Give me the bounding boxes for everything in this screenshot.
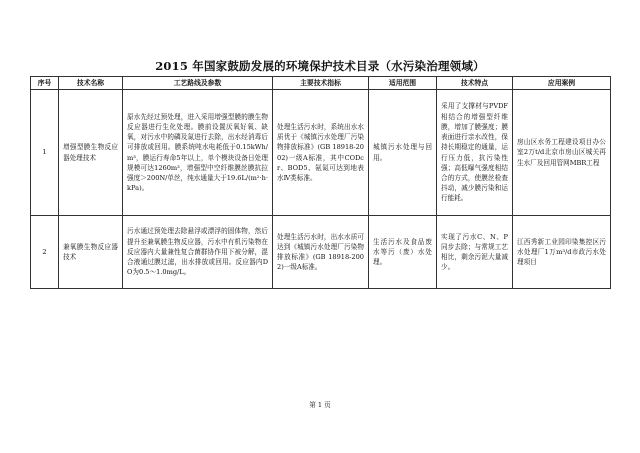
cell-indicators-text: 处理生活污水时，出水水质可达到《城镇污水处理厂污染物排放标准》(GB 18918-2002)一级A标准。	[277, 232, 364, 272]
table-header-row	[31, 77, 611, 90]
header-process: 工艺路线及参数	[123, 77, 273, 90]
cell-name-text: 兼氧膜生物反应器技术	[63, 242, 118, 261]
cell-no: 2	[31, 216, 59, 289]
header-features: 技术特点	[437, 77, 513, 90]
cell-features-text: 实现了污水C、N、P同步去除；与常规工艺相比，剩余污泥大量减少。	[441, 232, 508, 272]
cell-name	[59, 216, 123, 289]
cell-features	[437, 216, 513, 289]
cell-cases	[513, 90, 611, 216]
header-scope: 适用范围	[369, 77, 437, 90]
cell-process-text: 原水先经过预处理，进入采用增强型膜的膜生物反应器进行生化处理。膜前设置厌氧好氧、缺氧，对污水中的磷及氮进行去除，出水经消毒后可排放或回用。膜系统吨水电耗低于0.15kWh/m³，膜运行寿命5年以上，单个模块设备日处理规模可达1260m³，增强型中空纤维膜丝膜抗拉强度＞200N/单丝，纯水通量大于19.6L/(m²·h·kPa)。	[127, 112, 268, 193]
cell-cases-text: 房山区水务工程建设项目办公室2万t/d北京市房山区城关再生水厂及回用管网MBR工程	[517, 138, 606, 167]
document-title: 2015 年国家鼓励发展的环境保护技术目录（水污染治理领域）	[155, 59, 485, 73]
technology-table	[30, 76, 611, 289]
table-row	[31, 90, 611, 216]
cell-process-text: 污水通过预处理去除悬浮或漂浮的固体物，然后提升至兼氧膜生物反应器，污水中有机污染物在反应器内大量兼性复合菌群协作用下被分解，混合液通过膜过滤，出水排放或回用。反应器内DO为0.5～1.0mg/L。	[127, 227, 268, 277]
page-number: 第 1 页	[309, 401, 331, 409]
cell-cases-text: 江西秀新工业园印染集控区污水处理厂1万m³/d市政污水处理项目	[517, 237, 606, 267]
cell-indicators	[273, 90, 369, 216]
table-row	[31, 216, 611, 289]
cell-scope	[369, 90, 437, 216]
cell-indicators-text: 处理生活污水时，系统出水水质优于《城镇污水处理厂污染物排放标准》(GB 18918-2002)一级A标准，其中CODcr、BOD5、氨氮可达到地表水Ⅳ类标准。	[277, 122, 364, 182]
cell-name-text: 增强型膜生物反应器处理技术	[63, 143, 118, 162]
cell-scope	[369, 216, 437, 289]
cell-features	[437, 90, 513, 216]
cell-features-text: 采用了支撑材与PVDF相结合的增强型纤维膜，增加了膜强度；膜表面进行亲水改性，保持长期稳定的通量，运行压力低，抗污染性强；高低曝气强度相结合的方式，使膜丝检查抖动，减少膜污染和运行能耗。	[441, 102, 508, 203]
cell-indicators	[273, 216, 369, 289]
header-indicators: 主要技术指标	[273, 77, 369, 90]
header-name: 技术名称	[59, 77, 123, 90]
cell-cases	[513, 216, 611, 289]
cell-process	[123, 216, 273, 289]
cell-process	[123, 90, 273, 216]
header-cases: 应用案例	[513, 77, 611, 90]
header-no: 序号	[31, 77, 59, 90]
cell-scope-text: 生活污水及食品废水等污（废）水处理。	[373, 237, 432, 267]
cell-scope-text: 城镇污水处理与回用。	[373, 143, 432, 162]
cell-name	[59, 90, 123, 216]
cell-no: 1	[31, 90, 59, 216]
